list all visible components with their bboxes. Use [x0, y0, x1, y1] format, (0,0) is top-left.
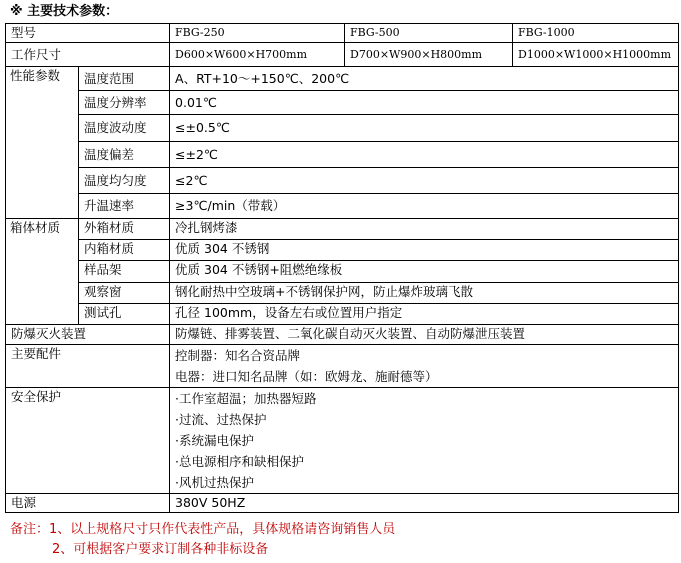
chamber-row	[6, 240, 679, 261]
perf-item-value: 0.01℃	[170, 91, 679, 115]
spec-table	[5, 23, 679, 513]
safety-label: 安全保护	[6, 388, 170, 494]
perf-item-value: ≤±0.5℃	[170, 115, 679, 142]
chamber-label: 箱体材质	[6, 219, 79, 325]
chamber-item-name: 内箱材质	[79, 240, 170, 261]
size-label: 工作尺寸	[6, 43, 170, 67]
perf-row	[6, 142, 679, 168]
explosion-label: 防爆灭火装置	[6, 325, 170, 345]
safety-line: ·工作室超温；加热器短路	[175, 391, 317, 406]
parts-line: 控制器：知名合资品牌	[175, 348, 301, 363]
perf-item-name: 温度均匀度	[79, 168, 170, 194]
chamber-item-value: 优质 304 不锈钢	[170, 240, 679, 261]
perf-row	[6, 67, 679, 91]
perf-item-name: 升温速率	[79, 194, 170, 219]
chamber-item-name: 测试孔	[79, 304, 170, 325]
size-fbg-1000: D1000×W1000×H1000mm	[513, 43, 679, 67]
safety-row	[6, 388, 679, 494]
safety-value	[170, 388, 679, 494]
chamber-item-value: 冷扎钢烤漆	[170, 219, 679, 240]
safety-line: ·总电源相序和缺相保护	[175, 454, 304, 469]
size-fbg-500: D700×W900×H800mm	[345, 43, 513, 67]
chamber-row	[6, 304, 679, 325]
size-row	[6, 43, 679, 67]
perf-item-name: 温度偏差	[79, 142, 170, 168]
model-row	[6, 24, 679, 43]
chamber-item-name: 样品架	[79, 261, 170, 283]
power-value: 380V 50HZ	[170, 494, 679, 513]
perf-item-value: ≤2℃	[170, 168, 679, 194]
parts-row	[6, 345, 679, 388]
model-fbg-500: FBG-500	[345, 24, 513, 43]
safety-line: ·风机过热保护	[175, 475, 254, 490]
performance-label: 性能参数	[6, 67, 79, 219]
model-fbg-1000: FBG-1000	[513, 24, 679, 43]
model-label: 型号	[6, 24, 170, 43]
remarks	[10, 520, 395, 560]
chamber-item-name: 外箱材质	[79, 219, 170, 240]
safety-line: ·系统漏电保护	[175, 433, 254, 448]
chamber-item-value: 孔径 100mm，设备左右或位置用户指定	[170, 304, 679, 325]
perf-row	[6, 194, 679, 219]
perf-item-name: 温度范围	[79, 67, 170, 91]
remark-line-2: 2、可根据客户要求订制各种非标设备	[52, 542, 269, 557]
section-heading: ※ 主要技术参数：	[10, 4, 119, 19]
chamber-row	[6, 283, 679, 304]
parts-line: 电器：进口知名品牌（如：欧姆龙、施耐德等）	[175, 369, 438, 384]
power-row	[6, 494, 679, 513]
parts-label: 主要配件	[6, 345, 170, 388]
explosion-value: 防爆链、排雾装置、二氧化碳自动灭火装置、自动防爆泄压装置	[170, 325, 679, 345]
chamber-item-name: 观察窗	[79, 283, 170, 304]
safety-line: ·过流、过热保护	[175, 412, 267, 427]
model-fbg-250: FBG-250	[170, 24, 345, 43]
perf-item-name: 温度波动度	[79, 115, 170, 142]
perf-item-value: ≤±2℃	[170, 142, 679, 168]
perf-item-value: A、RT+10～+150℃、200℃	[170, 67, 679, 91]
size-fbg-250: D600×W600×H700mm	[170, 43, 345, 67]
perf-row	[6, 168, 679, 194]
chamber-row	[6, 219, 679, 240]
perf-item-name: 温度分辨率	[79, 91, 170, 115]
explosion-row	[6, 325, 679, 345]
chamber-item-value: 钢化耐热中空玻璃+不锈钢保护网，防止爆炸玻璃飞散	[170, 283, 679, 304]
chamber-item-value: 优质 304 不锈钢+阻燃绝缘板	[170, 261, 679, 283]
perf-row	[6, 115, 679, 142]
parts-value	[170, 345, 679, 388]
remark-line-1: 备注：1、以上规格尺寸只作代表性产品，具体规格请咨询销售人员	[10, 522, 396, 537]
perf-item-value: ≥3℃/min（带载）	[170, 194, 679, 219]
chamber-row	[6, 261, 679, 283]
perf-row	[6, 91, 679, 115]
power-label: 电源	[6, 494, 170, 513]
